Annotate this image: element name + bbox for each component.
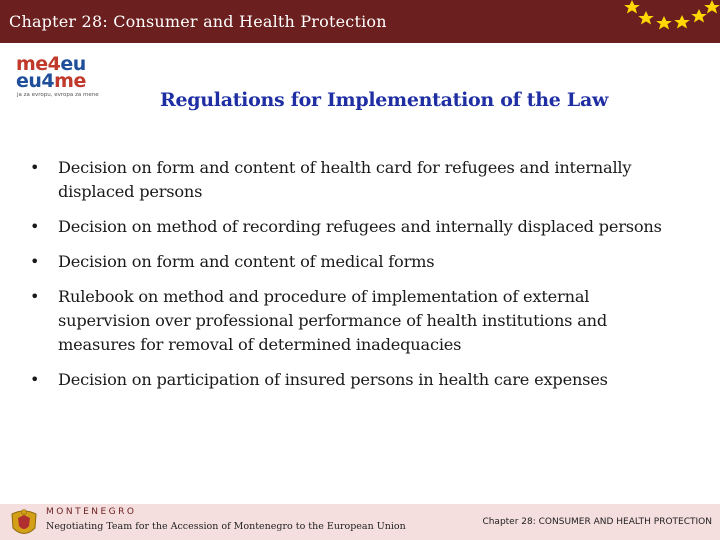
list-item: • Decision on participation of insured persons in health care expenses	[30, 368, 680, 392]
header-title: Chapter 28: Consumer and Health Protection	[9, 12, 387, 31]
me4eu-logo	[16, 55, 108, 99]
star-icon	[624, 0, 640, 14]
list-item: • Decision on form and content of health card for refugees and internally displaced persons	[30, 158, 632, 201]
bullet-list	[30, 156, 680, 403]
footer	[0, 504, 720, 540]
slide-title: Regulations for Implementation of the Law	[160, 89, 609, 111]
bullet-icon: •	[30, 217, 40, 236]
footer-country: MONTENEGRO	[46, 507, 137, 517]
list-item: • Decision on method of recording refugees and internally displaced persons	[30, 215, 680, 239]
star-icon	[638, 11, 654, 25]
bullet-icon: •	[30, 287, 40, 306]
bullet-icon: •	[30, 252, 40, 271]
bullet-icon: •	[30, 370, 40, 389]
footer-chapter: Chapter 28: CONSUMER AND HEALTH PROTECTION	[482, 517, 712, 527]
header-bar	[0, 0, 720, 43]
star-icon	[704, 0, 720, 14]
logo-line-1: me4eu	[16, 53, 86, 75]
logo-tagline: ja za evropu, evropa za mene	[17, 92, 99, 98]
list-item: • Decision on form and content of medical forms	[30, 250, 680, 274]
montenegro-coat-of-arms-icon	[8, 506, 40, 540]
logo-line-2: eu4me	[16, 70, 86, 92]
eu-stars-icon	[0, 0, 720, 43]
footer-team: Negotiating Team for the Accession of Montenegro to the European Union	[46, 521, 406, 532]
star-icon	[656, 16, 672, 30]
star-icon	[674, 15, 690, 29]
list-item: • Rulebook on method and procedure of implementation of external supervision over professional performance of health institutions and measures for removal of determined inadequacies	[30, 287, 608, 354]
bullet-icon: •	[30, 158, 40, 177]
star-icon	[691, 9, 707, 23]
